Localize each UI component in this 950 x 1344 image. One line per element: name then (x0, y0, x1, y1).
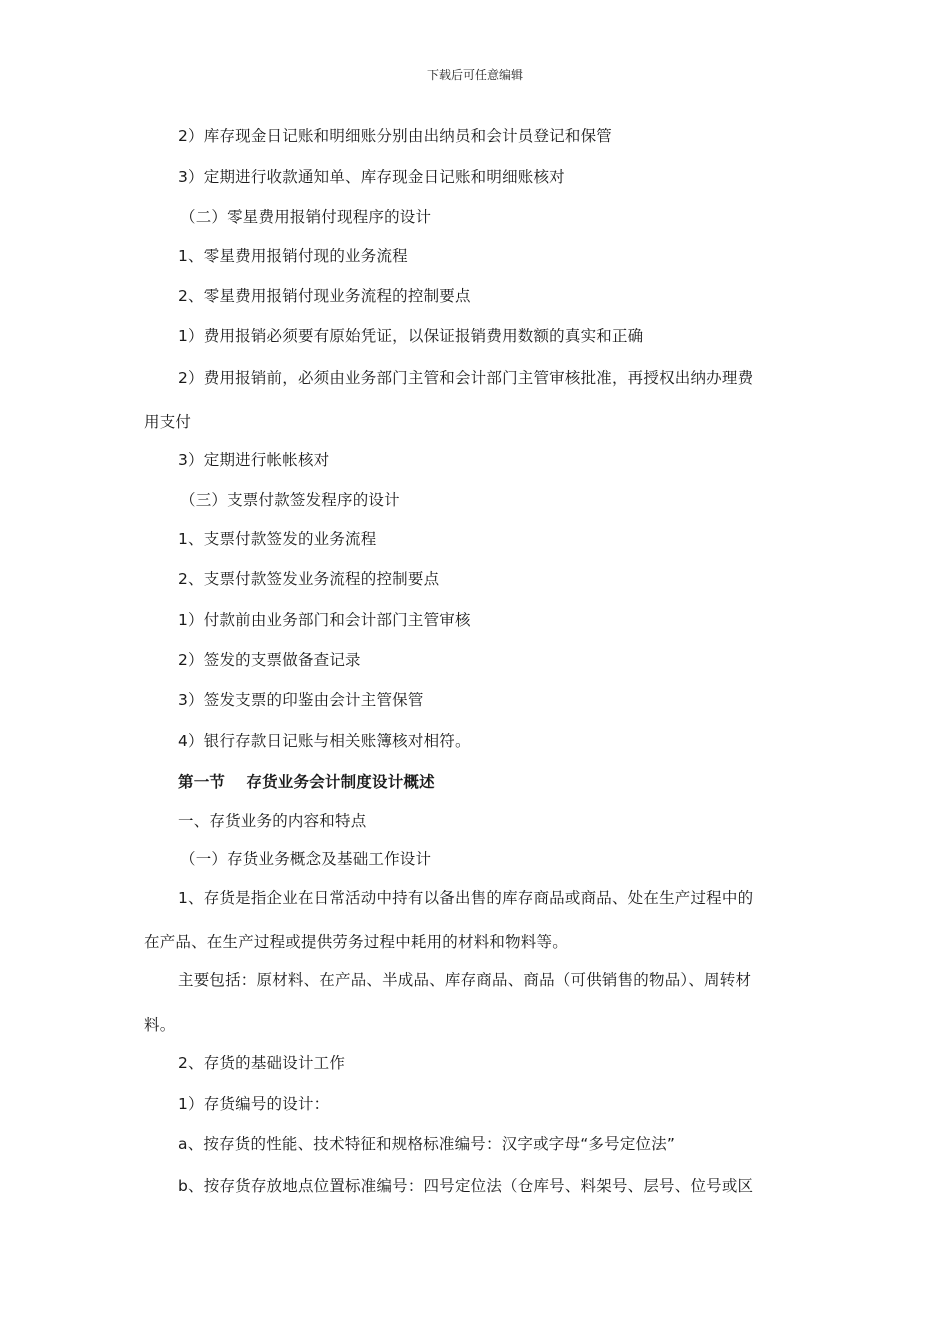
paragraph-line: 1、存货是指企业在日常活动中持有以备出售的库存商品或商品、处在生产过程中的 (178, 889, 754, 907)
paragraph-line: 1、支票付款签发的业务流程 (178, 530, 377, 548)
paragraph-line: 用支付 (144, 413, 192, 431)
paragraph-line: 3）签发支票的印鉴由会计主管保管 (178, 691, 424, 709)
paragraph-line: 2、存货的基础设计工作 (178, 1054, 346, 1072)
paragraph-line: 2、零星费用报销付现业务流程的控制要点 (178, 287, 471, 305)
paragraph-line: a、按存货的性能、技术特征和规格标准编号：汉字或字母“多号定位法” (178, 1135, 676, 1153)
paragraph-line: 料。 (144, 1016, 176, 1034)
paragraph-line: 1）存货编号的设计： (178, 1095, 330, 1113)
paragraph-line: 主要包括：原材料、在产品、半成品、库存商品、商品（可供销售的物品）、周转材 (178, 971, 752, 989)
paragraph-line: 2）费用报销前，必须由业务部门主管和会计部门主管审核批准，再授权出纳办理费 (178, 369, 754, 387)
chapter-heading: 第一节 存货业务会计制度设计概述 (178, 773, 435, 791)
paragraph-line: 4）银行存款日记账与相关账簿核对相符。 (178, 732, 471, 750)
paragraph-line: 在产品、在生产过程或提供劳务过程中耗用的材料和物料等。 (144, 933, 568, 951)
paragraph-line: 1、零星费用报销付现的业务流程 (178, 247, 408, 265)
page-header-note: 下载后可任意编辑 (426, 68, 523, 82)
paragraph-line: 3）定期进行收款通知单、库存现金日记账和明细账核对 (178, 168, 565, 186)
paragraph-line: 1）费用报销必须要有原始凭证，以保证报销费用数额的真实和正确 (178, 327, 644, 345)
section-heading: （三）支票付款签发程序的设计 (180, 491, 400, 509)
section-heading: 一、存货业务的内容和特点 (178, 812, 367, 830)
section-heading: （一）存货业务概念及基础工作设计 (180, 850, 432, 868)
paragraph-line: 2）库存现金日记账和明细账分别由出纳员和会计员登记和保管 (178, 127, 612, 145)
paragraph-line: 2）签发的支票做备查记录 (178, 651, 361, 669)
section-heading: （二）零星费用报销付现程序的设计 (180, 208, 432, 226)
paragraph-line: 3）定期进行帐帐核对 (178, 451, 330, 469)
paragraph-line: 2、支票付款签发业务流程的控制要点 (178, 570, 440, 588)
paragraph-line: b、按存货存放地点位置标准编号：四号定位法（仓库号、料架号、层号、位号或区 (178, 1177, 754, 1195)
paragraph-line: 1）付款前由业务部门和会计部门主管审核 (178, 611, 471, 629)
